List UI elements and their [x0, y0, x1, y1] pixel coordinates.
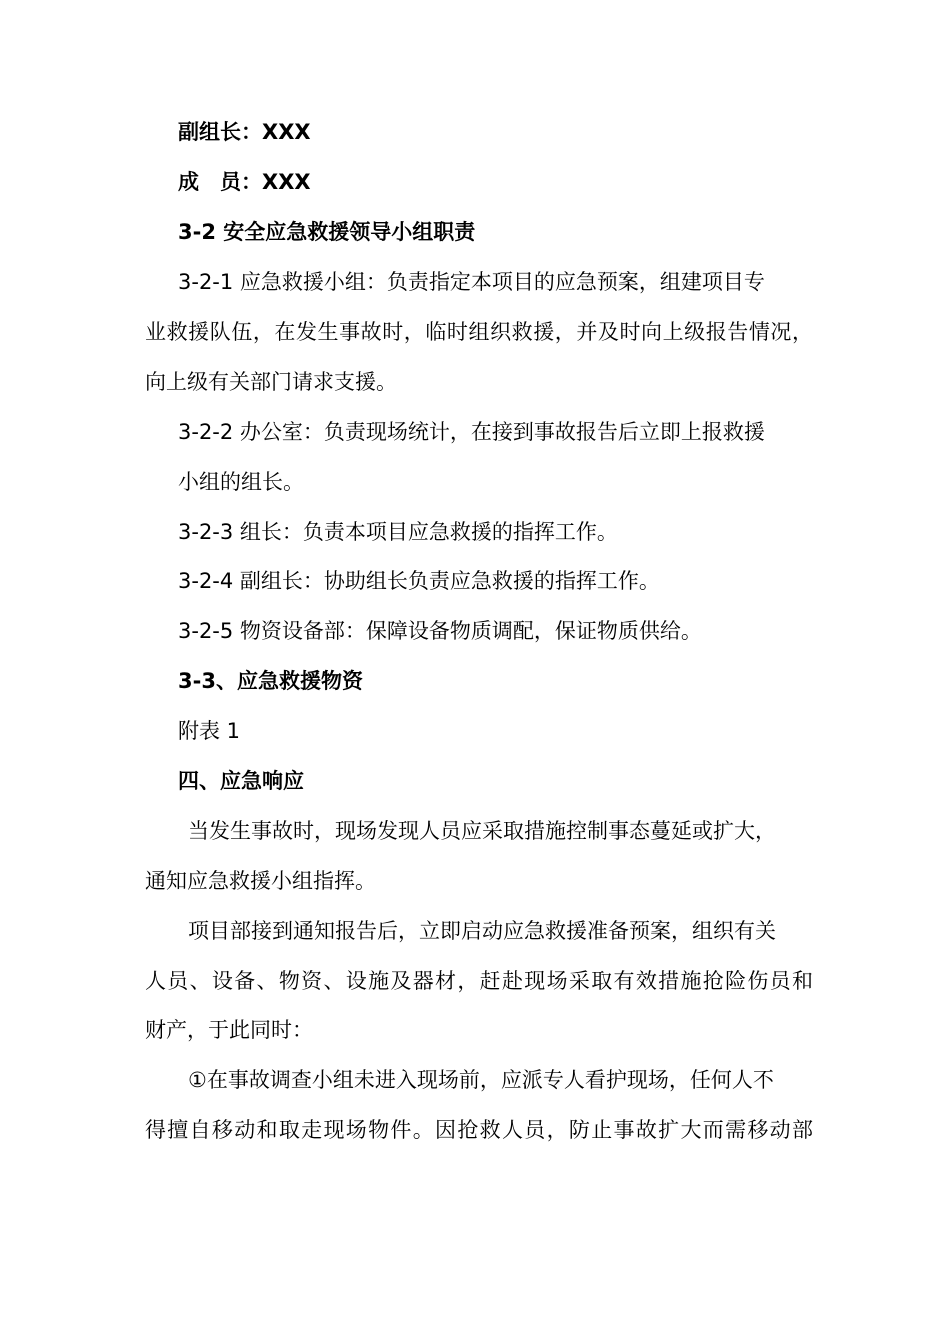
paragraph-3-2-4: 3-2-4 副组长：协助组长负责应急救援的指挥工作。 [178, 569, 660, 593]
paragraph-3-2-3: 3-2-3 组长：负责本项目应急救援的指挥工作。 [178, 520, 618, 544]
deputy-leader-line: 副组长：XXX [178, 120, 311, 144]
paragraph-3-2-1-line-2: 业救援队伍，在发生事故时，临时组织救援，并及时向上级报告情况， [145, 320, 813, 344]
response-item-1-line-1: ①在事故调查小组未进入现场前，应派专人看护现场，任何人不 [188, 1068, 774, 1092]
paragraph-3-2-2-line-2: 小组的组长。 [178, 470, 304, 494]
response-item-1-line-2: 得擅自移动和取走现场物件。因抢救人员，防止事故扩大而需移动部 [145, 1118, 813, 1142]
paragraph-3-2-1-line-1: 3-2-1 应急救援小组：负责指定本项目的应急预案，组建项目专 [178, 270, 765, 294]
response-paragraph-2-line-1: 项目部接到通知报告后，立即启动应急救援准备预案，组织有关 [188, 919, 776, 943]
paragraph-3-2-1-line-3: 向上级有关部门请求支援。 [145, 370, 397, 394]
paragraph-3-2-5: 3-2-5 物资设备部：保障设备物质调配，保证物质供给。 [178, 619, 702, 643]
paragraph-3-2-2-line-1: 3-2-2 办公室：负责现场统计，在接到事故报告后立即上报救援 [178, 420, 765, 444]
response-paragraph-2-line-2: 人员、设备、物资、设施及器材，赶赴现场采取有效措施抢险伤员和 [145, 969, 813, 993]
section-heading-3-2: 3-2 安全应急救援领导小组职责 [178, 220, 476, 244]
response-paragraph-1-line-1: 当发生事故时，现场发现人员应采取措施控制事态蔓延或扩大， [188, 819, 776, 843]
section-heading-4: 四、应急响应 [178, 769, 304, 793]
response-paragraph-2-line-3: 财产，于此同时： [145, 1018, 313, 1042]
section-heading-3-3: 3-3、应急救援物资 [178, 669, 363, 693]
appendix-table-reference: 附表 1 [178, 719, 241, 743]
members-line: 成 员：XXX [178, 170, 311, 194]
response-paragraph-1-line-2: 通知应急救援小组指挥。 [145, 869, 376, 893]
